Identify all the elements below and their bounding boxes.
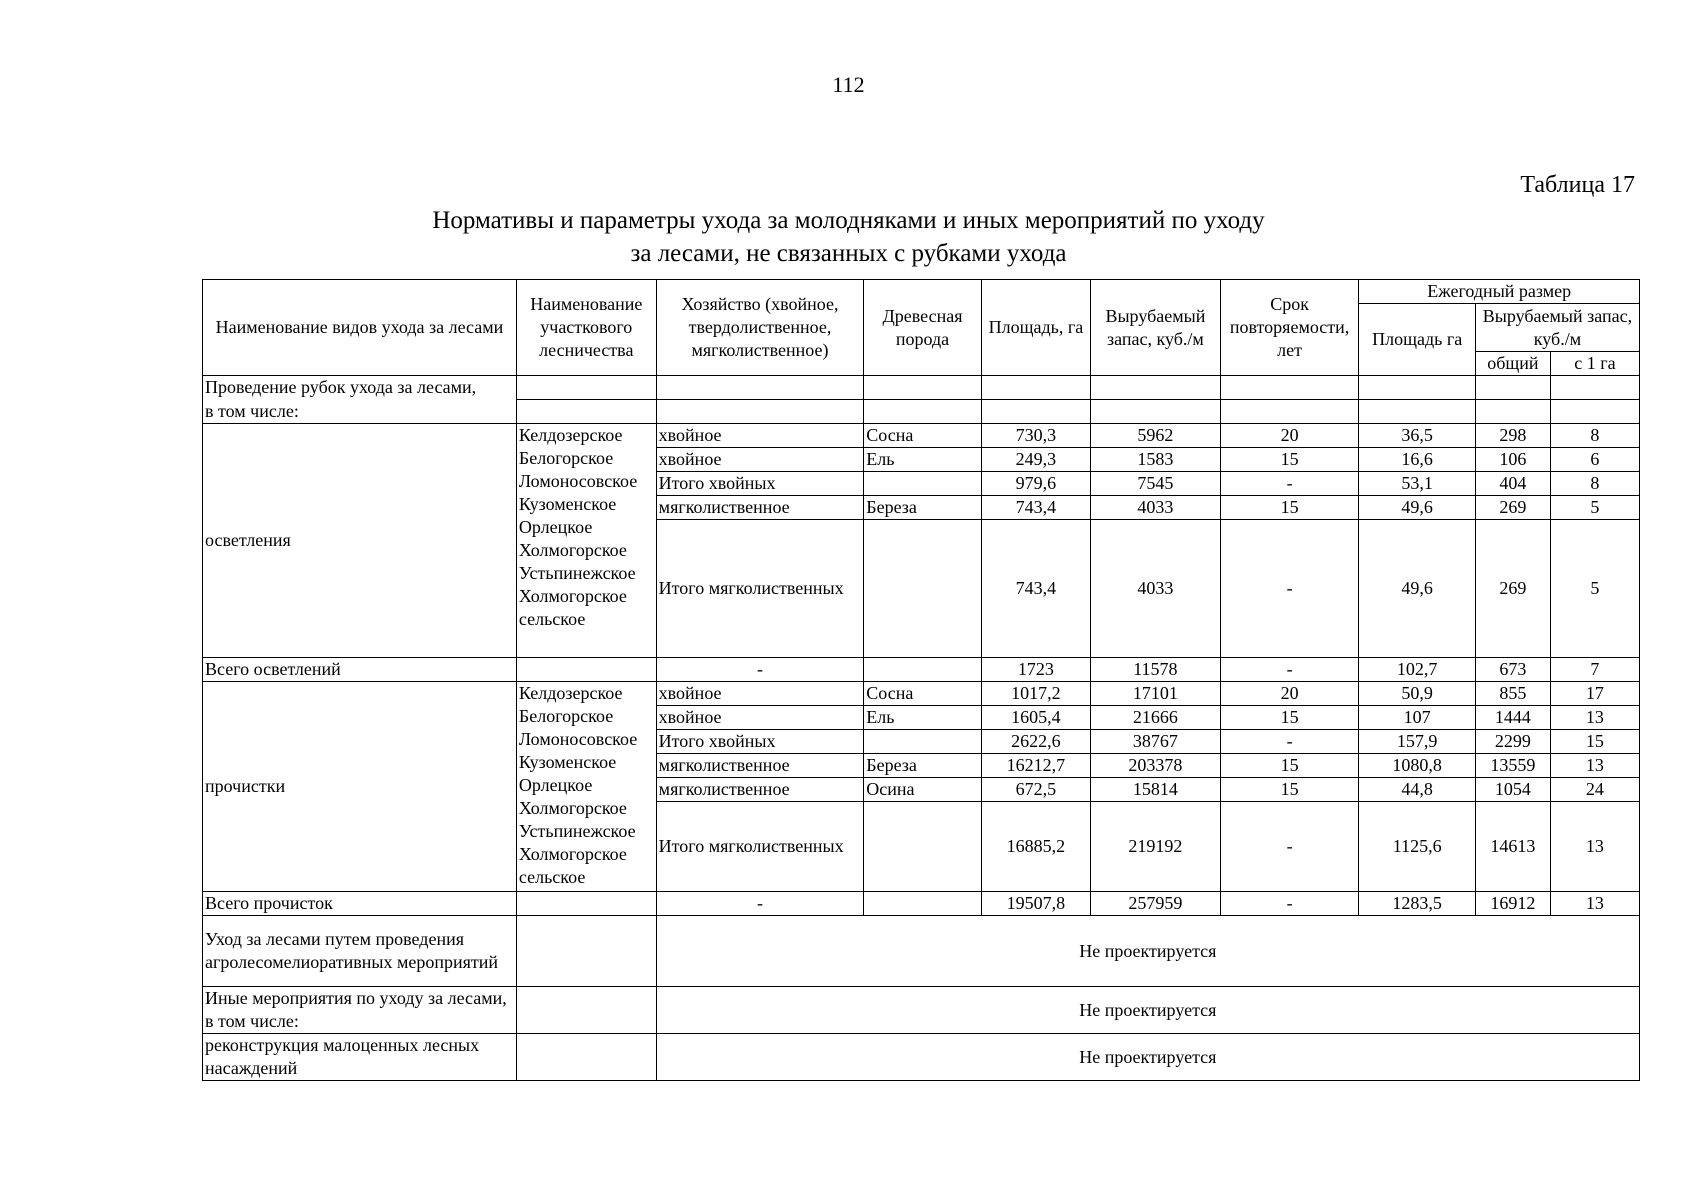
table-row <box>203 916 1640 987</box>
table-cell: Не проектируется <box>656 1034 1639 1081</box>
empty-cell <box>516 400 656 424</box>
forestry-name: Кузоменское <box>518 494 617 514</box>
table-label: Таблица 17 <box>1520 172 1635 198</box>
table-cell: 5 <box>1550 496 1639 520</box>
table-cell: 2622,6 <box>981 730 1090 754</box>
table-cell: 7 <box>1550 658 1639 682</box>
table-cell: 13 <box>1550 892 1639 916</box>
table-cell: 157,9 <box>1359 730 1475 754</box>
table-cell: хвойное <box>656 424 864 448</box>
table-cell: 13559 <box>1475 754 1550 778</box>
table-cell: 16885,2 <box>981 802 1090 892</box>
intro-line-2: в том числе: <box>203 400 517 424</box>
table-cell: Не проектируется <box>656 987 1639 1034</box>
table-row <box>203 682 1640 706</box>
empty-cell <box>1359 400 1475 424</box>
table-cell: мягколиственное <box>656 778 864 802</box>
table-cell: 855 <box>1475 682 1550 706</box>
forestry-list <box>516 424 656 658</box>
total-row <box>203 892 1640 916</box>
table-cell: 269 <box>1475 520 1550 658</box>
empty-cell <box>1475 376 1550 400</box>
empty-cell <box>981 400 1090 424</box>
table-row <box>203 987 1640 1034</box>
table-cell: Итого мягколиственных <box>656 802 864 892</box>
table-cell: 249,3 <box>981 448 1090 472</box>
table-cell: реконструкция малоценных лесных насаждений <box>203 1034 517 1081</box>
table-row <box>203 424 1640 448</box>
intro-line-1: Проведение рубок ухода за лесами, <box>203 376 517 400</box>
table-cell: 11578 <box>1091 658 1221 682</box>
forestry-name: Келдозерское <box>518 683 623 703</box>
table-cell: 5962 <box>1091 424 1221 448</box>
table-cell: Всего прочисток <box>203 892 517 916</box>
header-stock: Вырубаемый запас, куб./м <box>1091 280 1221 376</box>
table-cell: 15 <box>1220 706 1359 730</box>
table-cell: 257959 <box>1091 892 1221 916</box>
total-row <box>203 658 1640 682</box>
table-cell: 13 <box>1550 802 1639 892</box>
table-cell: 4033 <box>1091 496 1221 520</box>
header-annual-per-ha: с 1 га <box>1550 352 1639 376</box>
table-cell: 1017,2 <box>981 682 1090 706</box>
header-farm: Хозяйство (хвойное, твердолиственное, мягколиственное) <box>656 280 864 376</box>
table-cell: - <box>656 658 864 682</box>
empty-cell <box>656 400 864 424</box>
empty-cell <box>864 802 981 892</box>
table-cell: 6 <box>1550 448 1639 472</box>
empty-cell <box>1091 400 1221 424</box>
table-cell: 4033 <box>1091 520 1221 658</box>
table-cell: 1125,6 <box>1359 802 1475 892</box>
empty-cell <box>864 472 981 496</box>
table-cell: - <box>1220 658 1359 682</box>
table-cell: 1444 <box>1475 706 1550 730</box>
table-cell: Не проектируется <box>656 916 1639 987</box>
table-cell: 107 <box>1359 706 1475 730</box>
table-cell: 21666 <box>1091 706 1221 730</box>
empty-cell <box>864 376 981 400</box>
table-cell: 49,6 <box>1359 520 1475 658</box>
table-cell: 13 <box>1550 706 1639 730</box>
table-cell: Сосна <box>864 424 981 448</box>
table-cell: Ель <box>864 706 981 730</box>
table-cell: Осина <box>864 778 981 802</box>
table-cell: 404 <box>1475 472 1550 496</box>
table-cell: 17101 <box>1091 682 1221 706</box>
empty-cell <box>516 376 656 400</box>
table-cell: 17 <box>1550 682 1639 706</box>
forestry-name: Холмогорское <box>518 540 627 560</box>
forestry-name: Устьпинежское <box>518 563 636 583</box>
forestry-name: Белогорское <box>518 448 614 468</box>
table-cell: 14613 <box>1475 802 1550 892</box>
empty-cell <box>864 658 981 682</box>
empty-cell <box>1475 400 1550 424</box>
empty-cell <box>1550 376 1639 400</box>
header-period: Срок повторяемости, лет <box>1220 280 1359 376</box>
table-cell: 36,5 <box>1359 424 1475 448</box>
forestry-name: Холмогорское <box>518 844 627 864</box>
table-cell: 15 <box>1220 754 1359 778</box>
table-cell: 1080,8 <box>1359 754 1475 778</box>
table-cell: 15 <box>1220 496 1359 520</box>
table-title <box>0 204 1697 270</box>
table-cell: 15 <box>1550 730 1639 754</box>
table-cell: 673 <box>1475 658 1550 682</box>
table-cell: Всего осветлений <box>203 658 517 682</box>
table-cell: Ель <box>864 448 981 472</box>
table-cell: 8 <box>1550 472 1639 496</box>
table-cell: 16912 <box>1475 892 1550 916</box>
table-cell: хвойное <box>656 682 864 706</box>
empty-cell <box>1359 376 1475 400</box>
table-cell: мягколиственное <box>656 496 864 520</box>
table-cell: - <box>1220 520 1359 658</box>
table-cell: - <box>1220 730 1359 754</box>
title-line-1: Нормативы и параметры ухода за молодняками и иных мероприятий по уходу <box>432 207 1265 234</box>
table-cell: - <box>1220 802 1359 892</box>
table-cell: 730,3 <box>981 424 1090 448</box>
table-cell: 15 <box>1220 778 1359 802</box>
empty-cell <box>864 892 981 916</box>
table-cell: 19507,8 <box>981 892 1090 916</box>
header-area: Площадь, га <box>981 280 1090 376</box>
table-cell: 219192 <box>1091 802 1221 892</box>
table-cell: мягколиственное <box>656 754 864 778</box>
table-cell: 38767 <box>1091 730 1221 754</box>
table-cell: 15 <box>1220 448 1359 472</box>
table-cell: 1583 <box>1091 448 1221 472</box>
empty-cell <box>864 730 981 754</box>
empty-cell <box>656 376 864 400</box>
forestry-name: Холмогорское <box>518 798 627 818</box>
empty-cell <box>1220 376 1359 400</box>
empty-cell <box>516 1034 656 1081</box>
table-cell: - <box>1220 472 1359 496</box>
table-cell: хвойное <box>656 448 864 472</box>
empty-cell <box>1550 400 1639 424</box>
empty-cell <box>864 520 981 658</box>
table-row <box>203 1034 1640 1081</box>
forestry-name: Ломоносовское <box>518 729 638 749</box>
table-cell: 5 <box>1550 520 1639 658</box>
table-cell: 1054 <box>1475 778 1550 802</box>
table-cell: 44,8 <box>1359 778 1475 802</box>
table-cell: 49,6 <box>1359 496 1475 520</box>
table-cell: Итого хвойных <box>656 472 864 496</box>
table-cell: 8 <box>1550 424 1639 448</box>
forestry-name: Келдозерское <box>518 425 623 445</box>
table-cell: 203378 <box>1091 754 1221 778</box>
table-cell: Уход за лесами путем проведения агролесомелиоративных мероприятий <box>203 916 517 987</box>
table-cell: 102,7 <box>1359 658 1475 682</box>
forestry-name: Орлецкое <box>518 517 593 537</box>
table-cell: 2299 <box>1475 730 1550 754</box>
forestry-name: сельское <box>518 867 586 887</box>
table-cell: Иные мероприятия по уходу за лесами, в том числе: <box>203 987 517 1034</box>
table-cell: 20 <box>1220 424 1359 448</box>
table-cell: 50,9 <box>1359 682 1475 706</box>
table-cell: 13 <box>1550 754 1639 778</box>
forestry-name: Ломоносовское <box>518 471 638 491</box>
forestry-name: Холмогорское <box>518 586 627 606</box>
table-cell: 269 <box>1475 496 1550 520</box>
table-cell: 298 <box>1475 424 1550 448</box>
table-cell: хвойное <box>656 706 864 730</box>
table-cell: 7545 <box>1091 472 1221 496</box>
table-cell: 15814 <box>1091 778 1221 802</box>
table-cell: Береза <box>864 754 981 778</box>
header-species: Древесная порода <box>864 280 981 376</box>
table-cell: 24 <box>1550 778 1639 802</box>
empty-cell <box>864 400 981 424</box>
page-number: 112 <box>832 72 865 97</box>
empty-cell <box>1220 400 1359 424</box>
empty-cell <box>516 892 656 916</box>
table-cell: 979,6 <box>981 472 1090 496</box>
table-cell: 20 <box>1220 682 1359 706</box>
table-cell: Береза <box>864 496 981 520</box>
table-cell: 743,4 <box>981 496 1090 520</box>
forestry-name: Белогорское <box>518 706 614 726</box>
header-annual-area: Площадь га <box>1359 304 1475 376</box>
table-cell: Сосна <box>864 682 981 706</box>
empty-cell <box>516 916 656 987</box>
empty-cell <box>516 658 656 682</box>
table-cell: 1723 <box>981 658 1090 682</box>
table-cell: 53,1 <box>1359 472 1475 496</box>
table-cell: 16,6 <box>1359 448 1475 472</box>
header-forestry: Наименование участкового лесничества <box>516 280 656 376</box>
table-cell: 1283,5 <box>1359 892 1475 916</box>
empty-cell <box>1091 376 1221 400</box>
forestry-name: Устьпинежское <box>518 821 636 841</box>
table-cell: 672,5 <box>981 778 1090 802</box>
care-type-osvetleniya: осветления <box>203 424 517 658</box>
table-cell: 106 <box>1475 448 1550 472</box>
header-annual-total: общий <box>1475 352 1550 376</box>
table-cell: 743,4 <box>981 520 1090 658</box>
empty-cell <box>516 987 656 1034</box>
table-cell: - <box>656 892 864 916</box>
table-cell: Итого хвойных <box>656 730 864 754</box>
forestry-name: сельское <box>518 609 586 629</box>
header-care-type: Наименование видов ухода за лесами <box>203 280 517 376</box>
forestry-name: Орлецкое <box>518 775 593 795</box>
forest-care-table <box>202 279 1640 1081</box>
table-cell: 1605,4 <box>981 706 1090 730</box>
header-annual: Ежегодный размер <box>1359 280 1640 304</box>
table-cell: 16212,7 <box>981 754 1090 778</box>
forestry-list <box>516 682 656 892</box>
care-type-prochistki: прочистки <box>203 682 517 892</box>
title-line-2: за лесами, не связанных с рубками ухода <box>630 240 1067 267</box>
empty-cell <box>981 376 1090 400</box>
table-cell: - <box>1220 892 1359 916</box>
table-cell: Итого мягколиственных <box>656 520 864 658</box>
forestry-name: Кузоменское <box>518 752 617 772</box>
header-annual-stock: Вырубаемый запас, куб./м <box>1475 304 1639 352</box>
